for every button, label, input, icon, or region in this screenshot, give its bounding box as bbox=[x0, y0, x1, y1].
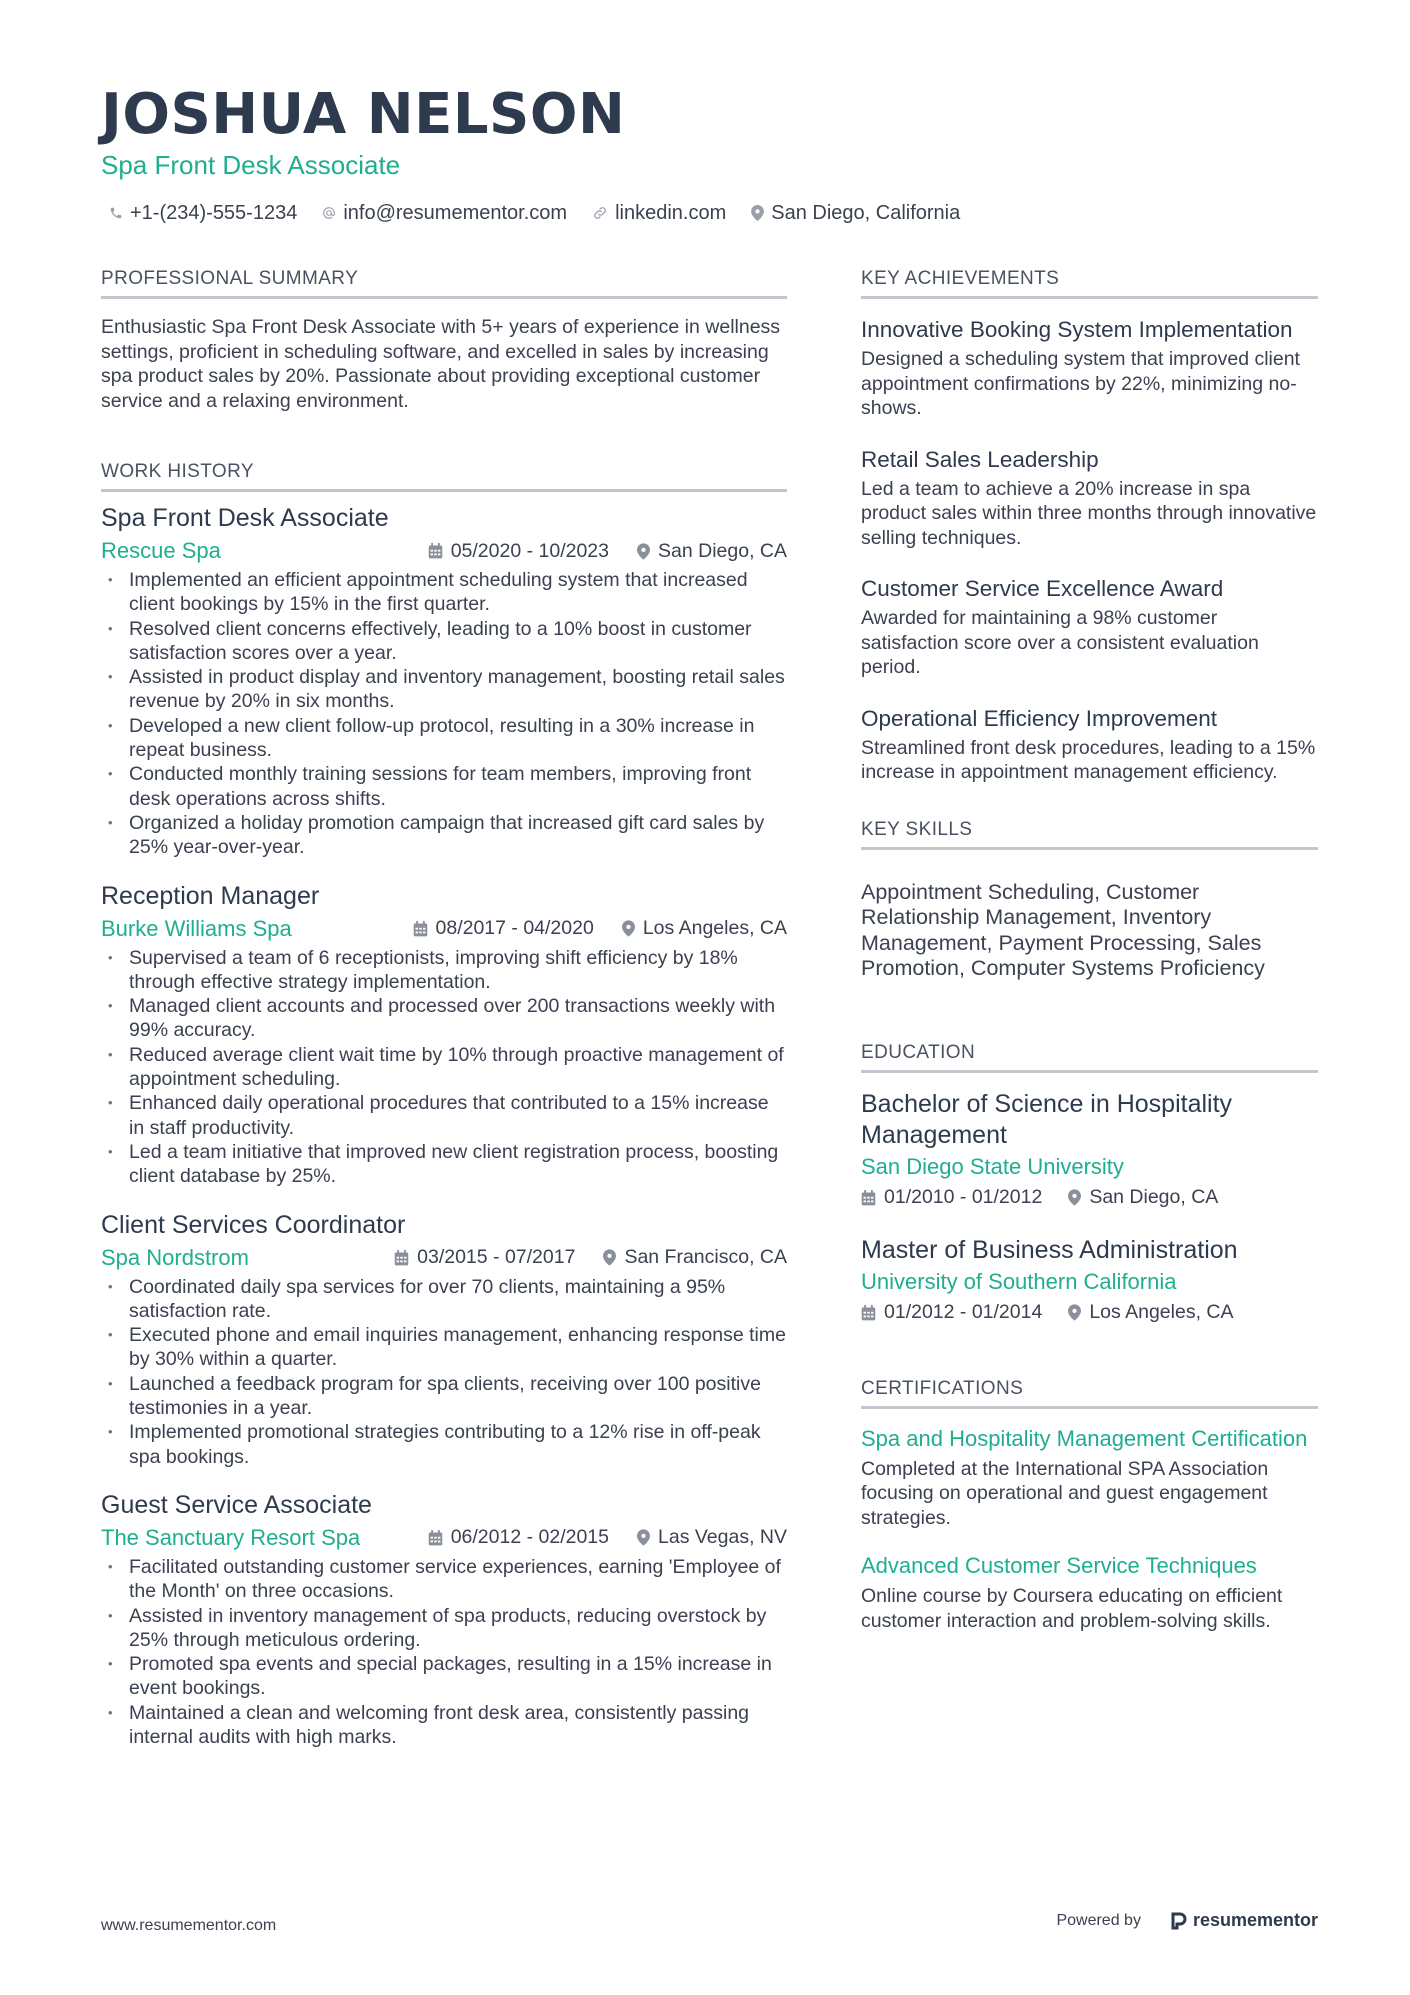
achievement-text: Awarded for maintaining a 98% customer satisfaction score over a consistent evaluation period. bbox=[861, 607, 1259, 678]
job-bullet-list bbox=[101, 1555, 787, 1749]
skills-section bbox=[861, 819, 1318, 982]
calendar-icon bbox=[861, 1305, 876, 1321]
job-list bbox=[101, 502, 787, 1749]
job-dates-text: 05/2020 - 10/2023 bbox=[450, 539, 609, 562]
job-bullet-list bbox=[101, 1275, 787, 1469]
job-bullet-list bbox=[101, 568, 787, 860]
education-location-text: Los Angeles, CA bbox=[1089, 1301, 1234, 1323]
section-heading-achievements: KEY ACHIEVEMENTS bbox=[861, 268, 1318, 299]
job-dates-text: 08/2017 - 04/2020 bbox=[435, 917, 594, 940]
certification-text: Completed at the International SPA Association focusing on operational and guest engagement strategies. bbox=[861, 1457, 1269, 1529]
job-bullet: • Facilitated outstanding customer service experiences, earning 'Employee of the Month' on three occasions. bbox=[101, 1555, 787, 1604]
job-bullet: • Led a team initiative that improved new client registration process, boosting client database by 25%. bbox=[101, 1140, 787, 1189]
footer-website[interactable]: www.resumementor.com bbox=[101, 1917, 277, 1934]
at-icon bbox=[322, 206, 336, 220]
education-degree: Bachelor of Science in Hospitality Management bbox=[861, 1089, 1233, 1149]
job-entry bbox=[101, 1209, 787, 1469]
section-heading-work-history: WORK HISTORY bbox=[101, 461, 787, 492]
footer-branding bbox=[1056, 1910, 1318, 1931]
job-entry bbox=[101, 502, 787, 860]
job-dates bbox=[428, 540, 609, 563]
brand-name: resumementor bbox=[1192, 1910, 1318, 1930]
left-column bbox=[101, 268, 787, 1769]
job-bullet: • Promoted spa events and special packages, resulting in a 15% increase in event bookings. bbox=[101, 1652, 787, 1701]
job-dates bbox=[428, 1526, 609, 1549]
job-bullet: • Assisted in inventory management of spa products, reducing overstock by 25% through meticulous ordering. bbox=[101, 1604, 787, 1653]
job-title: Reception Manager bbox=[101, 881, 320, 910]
work-history-section bbox=[101, 461, 787, 1749]
location-pin-icon bbox=[1068, 1189, 1081, 1206]
certification-text: Online course by Coursera educating on efficient customer interaction and problem-solving skills. bbox=[861, 1585, 1283, 1632]
job-location-text: San Diego, CA bbox=[658, 539, 787, 562]
job-bullet: • Coordinated daily spa services for over 70 clients, maintaining a 95% satisfaction rate. bbox=[101, 1275, 787, 1324]
summary-text: Enthusiastic Spa Front Desk Associate with 5+ years of experience in wellness settings, proficient in scheduling software, and excelled in sales by increasing spa product sales by 20%. Passionate about providing exceptional customer service and a relaxing environment. bbox=[101, 316, 781, 412]
contact-linkedin[interactable] bbox=[592, 202, 726, 225]
job-meta bbox=[101, 1241, 787, 1275]
section-heading-skills: KEY SKILLS bbox=[861, 819, 1318, 850]
achievement-item bbox=[861, 445, 1318, 551]
brand-logo[interactable] bbox=[1171, 1910, 1318, 1931]
contact-bar bbox=[109, 198, 985, 228]
education-location-text: San Diego, CA bbox=[1089, 1186, 1219, 1208]
calendar-icon bbox=[861, 1190, 876, 1206]
job-location bbox=[603, 1246, 787, 1269]
job-dates bbox=[413, 917, 594, 940]
calendar-icon bbox=[394, 1250, 409, 1266]
certification-item bbox=[861, 1552, 1318, 1633]
achievement-text: Streamlined front desk procedures, leading to a 15% increase in appointment management efficiency. bbox=[861, 736, 1316, 783]
location-pin-icon bbox=[603, 1249, 616, 1266]
phone-text: +1-(234)-555-1234 bbox=[130, 201, 298, 224]
location-pin-icon bbox=[637, 1529, 650, 1546]
job-company: Burke Williams Spa bbox=[101, 915, 292, 941]
achievement-list bbox=[861, 315, 1318, 785]
job-bullet: • Managed client accounts and processed over 200 transactions weekly with 99% accuracy. bbox=[101, 994, 787, 1043]
skills-text: Appointment Scheduling, Customer Relationship Management, Inventory Management, Payment Processing, Sales Promotion, Computer Systems Proficiency bbox=[861, 879, 1265, 980]
job-dates-text: 06/2012 - 02/2015 bbox=[450, 1526, 609, 1549]
job-dates bbox=[394, 1246, 575, 1269]
job-details bbox=[400, 540, 787, 563]
achievement-item bbox=[861, 315, 1318, 421]
job-location-text: San Francisco, CA bbox=[624, 1246, 787, 1269]
job-bullet: • Executed phone and email inquiries management, enhancing response time by 30% within a quarter. bbox=[101, 1323, 787, 1372]
powered-by-label: Powered by bbox=[1056, 1911, 1141, 1929]
achievement-title: Operational Efficiency Improvement bbox=[861, 705, 1218, 731]
phone-icon bbox=[109, 206, 123, 220]
job-bullet: • Conducted monthly training sessions for team members, improving front desk operations across shifts. bbox=[101, 762, 787, 811]
education-list bbox=[861, 1089, 1318, 1328]
job-location bbox=[637, 540, 787, 563]
section-heading-certifications: CERTIFICATIONS bbox=[861, 1378, 1318, 1409]
achievement-text: Led a team to achieve a 20% increase in spa product sales within three months through innovative selling techniques. bbox=[861, 477, 1317, 549]
job-location bbox=[622, 917, 787, 940]
calendar-icon bbox=[428, 1530, 443, 1546]
education-dates bbox=[861, 1186, 1042, 1209]
section-heading-summary: PROFESSIONAL SUMMARY bbox=[101, 268, 787, 299]
certification-title: Advanced Customer Service Techniques bbox=[861, 1553, 1257, 1578]
certifications-section bbox=[861, 1378, 1318, 1634]
job-bullet: • Launched a feedback program for spa clients, receiving over 100 positive testimonies in a year. bbox=[101, 1372, 787, 1421]
achievement-title: Innovative Booking System Implementation bbox=[861, 317, 1293, 342]
summary-section bbox=[101, 268, 787, 413]
candidate-title: Spa Front Desk Associate bbox=[101, 150, 401, 180]
job-entry bbox=[101, 880, 787, 1189]
achievement-title: Retail Sales Leadership bbox=[861, 446, 1099, 472]
education-meta bbox=[861, 1298, 1318, 1328]
job-details bbox=[400, 1526, 787, 1549]
achievement-item bbox=[861, 704, 1318, 785]
location-pin-icon bbox=[622, 920, 635, 937]
job-bullet: • Enhanced daily operational procedures that contributed to a 15% increase in staff productivity. bbox=[101, 1091, 787, 1140]
job-title: Client Services Coordinator bbox=[101, 1210, 406, 1239]
candidate-name: JOSHUA NELSON bbox=[101, 82, 626, 147]
job-bullet: • Supervised a team of 6 receptionists, improving shift efficiency by 18% through effective strategy implementation. bbox=[101, 946, 787, 995]
job-bullet: • Implemented an efficient appointment scheduling system that increased client bookings by 15% in the first quarter. bbox=[101, 568, 787, 617]
contact-phone[interactable] bbox=[109, 202, 297, 225]
job-bullet: • Resolved client concerns effectively, leading to a 10% boost in customer satisfaction scores over a year. bbox=[101, 617, 787, 666]
education-meta bbox=[861, 1183, 1318, 1213]
achievement-title: Customer Service Excellence Award bbox=[861, 576, 1224, 601]
job-company: The Sanctuary Resort Spa bbox=[101, 1524, 361, 1550]
job-location-text: Las Vegas, NV bbox=[658, 1526, 787, 1549]
job-bullet: • Organized a holiday promotion campaign that increased gift card sales by 25% year-over-year. bbox=[101, 811, 787, 860]
achievement-item bbox=[861, 574, 1318, 680]
job-meta bbox=[101, 912, 787, 946]
education-section bbox=[861, 1042, 1318, 1328]
location-pin-icon bbox=[751, 205, 764, 221]
job-dates-text: 03/2015 - 07/2017 bbox=[417, 1246, 576, 1269]
certification-list bbox=[861, 1425, 1318, 1634]
linkedin-text: linkedin.com bbox=[615, 201, 727, 224]
link-icon bbox=[592, 205, 608, 221]
section-heading-education: EDUCATION bbox=[861, 1042, 1318, 1073]
job-bullet: • Assisted in product display and inventory management, boosting retail sales revenue by 20% in six months. bbox=[101, 665, 787, 714]
certification-item bbox=[861, 1425, 1318, 1531]
contact-email[interactable] bbox=[322, 202, 567, 225]
location-pin-icon bbox=[1068, 1304, 1081, 1321]
job-company: Spa Nordstrom bbox=[101, 1244, 249, 1270]
education-item bbox=[861, 1089, 1318, 1213]
education-school: University of Southern California bbox=[861, 1268, 1177, 1294]
contact-location bbox=[751, 202, 960, 225]
education-item bbox=[861, 1235, 1318, 1328]
location-text: San Diego, California bbox=[771, 201, 961, 224]
job-location-text: Los Angeles, CA bbox=[642, 917, 787, 940]
job-company: Rescue Spa bbox=[101, 538, 221, 563]
job-bullet-list bbox=[101, 946, 787, 1189]
job-title: Guest Service Associate bbox=[101, 1490, 372, 1519]
job-bullet: • Implemented promotional strategies contributing to a 12% rise in off-peak spa bookings. bbox=[101, 1420, 787, 1469]
achievement-text: Designed a scheduling system that improved client appointment confirmations by 22%, minimizing no-shows. bbox=[861, 348, 1300, 419]
achievements-section bbox=[861, 268, 1318, 785]
calendar-icon bbox=[428, 543, 443, 559]
right-column bbox=[861, 268, 1318, 1655]
education-location bbox=[1068, 1186, 1218, 1209]
education-degree: Master of Business Administration bbox=[861, 1235, 1238, 1264]
education-location bbox=[1068, 1301, 1233, 1324]
job-meta bbox=[101, 534, 787, 568]
location-pin-icon bbox=[637, 543, 650, 560]
education-dates-text: 01/2010 - 01/2012 bbox=[884, 1186, 1043, 1208]
job-location bbox=[637, 1526, 787, 1549]
email-text: info@resumementor.com bbox=[343, 201, 568, 224]
job-title: Spa Front Desk Associate bbox=[101, 504, 389, 532]
education-school: San Diego State University bbox=[861, 1153, 1124, 1179]
job-details bbox=[366, 1246, 787, 1269]
calendar-icon bbox=[413, 921, 428, 937]
education-dates bbox=[861, 1301, 1042, 1324]
job-meta bbox=[101, 1521, 787, 1555]
job-bullet: • Reduced average client wait time by 10% through proactive management of appointment scheduling. bbox=[101, 1043, 787, 1092]
certification-title: Spa and Hospitality Management Certification bbox=[861, 1425, 1308, 1451]
job-bullet: • Maintained a clean and welcoming front desk area, consistently passing internal audits with high marks. bbox=[101, 1701, 787, 1750]
education-dates-text: 01/2012 - 01/2014 bbox=[884, 1301, 1043, 1323]
resumementor-logo-icon bbox=[1171, 1912, 1187, 1930]
job-bullet: • Developed a new client follow-up protocol, resulting in a 30% increase in repeat business. bbox=[101, 714, 787, 763]
job-details bbox=[385, 917, 788, 940]
job-entry bbox=[101, 1489, 787, 1749]
